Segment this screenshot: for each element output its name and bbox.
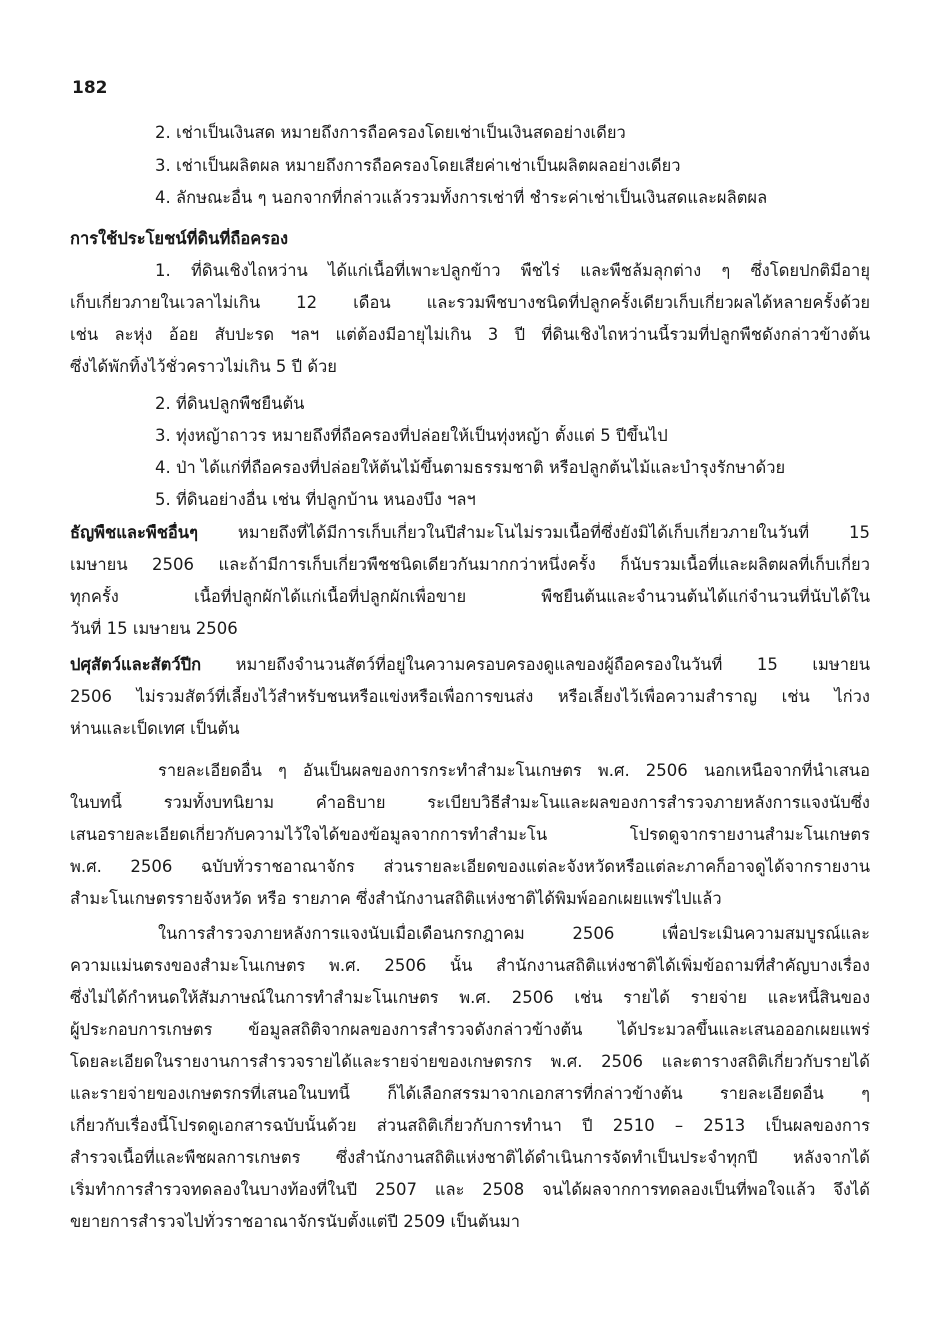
land-use-item-3: 3. ทุ่งหญ้าถาวร หมายถึงที่ถือครองที่ปล่อยให้เป็นทุ่งหญ้า ตั้งแต่ 5 ปีขึ้นไป	[155, 426, 668, 445]
crops-definition-line-1	[70, 522, 870, 544]
crops-definition-text: หมายถึงที่ได้มีการเก็บเกี่ยวในปีสำมะโนไม่รวมเนื้อที่ซึ่งยังมิได้เก็บเกี่ยวภายในวันที่ 15	[197, 523, 870, 542]
livestock-definition-text: หมายถึงจำนวนสัตว์ที่อยู่ในความครอบครองดูแลของผู้ถือครองในวันที่ 15 เมษายน	[201, 655, 870, 674]
land-use-item-5: 5. ที่ดินอย่างอื่น เช่น ที่ปลูกบ้าน หนองบึง ฯลฯ	[155, 490, 476, 509]
survey-paragraph-line-2: ความแม่นตรงของสำมะโนเกษตร พ.ศ. 2506 นั้น สำนักงานสถิติแห่งชาติได้เพิ่มข้อถามที่สำคัญบางเรื่อง	[70, 956, 870, 975]
livestock-definition-line-2: 2506 ไม่รวมสัตว์ที่เลี้ยงไว้สำหรับชนหรือแข่งหรือเพื่อการขนส่ง หรือเลี้ยงไว้เพื่อความสำราญ เช่น ไก่วง	[70, 687, 870, 706]
tenure-item-3: 3. เช่าเป็นผลิตผล หมายถึงการถือครองโดยเสียค่าเช่าเป็นผลิตผลอย่างเดียว	[155, 156, 681, 175]
survey-paragraph-line-4: ผู้ประกอบการเกษตร ข้อมูลสถิติจากผลของการสำรวจดังกล่าวข้างต้น ได้ประมวลขึ้นและเสนอออกเผยแพร่	[70, 1020, 870, 1039]
survey-paragraph-line-1: ในการสำรวจภายหลังการแจงนับเมื่อเดือนกรกฎาคม 2506 เพื่อประเมินความสมบูรณ์และ	[158, 924, 870, 943]
tenure-item-4: 4. ลักษณะอื่น ๆ นอกจากที่กล่าวแล้วรวมทั้งการเช่าที่ ชำระค่าเช่าเป็นเงินสดและผลิตผล	[155, 188, 768, 207]
details-paragraph-line-1: รายละเอียดอื่น ๆ อันเป็นผลของการกระทำสำมะโนเกษตร พ.ศ. 2506 นอกเหนือจากที่นำเสนอ	[158, 761, 870, 780]
livestock-definition-line-3: ห่านและเป็ดเทศ เป็นต้น	[70, 719, 240, 738]
tenure-item-2: 2. เช่าเป็นเงินสด หมายถึงการถือครองโดยเช่าเป็นเงินสดอย่างเดียว	[155, 123, 626, 142]
land-use-item-4: 4. ป่า ได้แก่ที่ถือครองที่ปล่อยให้ต้นไม้ขึ้นตามธรรมชาติ หรือปลูกต้นไม้และบำรุงรักษาด้วย	[155, 458, 786, 477]
details-paragraph-line-3: เสนอรายละเอียดเกี่ยวกับความไว้ใจได้ของข้อมูลจากการทำสำมะโน โปรดดูจากรายงานสำมะโนเกษตร	[70, 825, 870, 844]
survey-paragraph-line-9: เริ่มทำการสำรวจทดลองในบางท้องที่ในปี 2507 และ 2508 จนได้ผลจากการทดลองเป็นที่พอใจแล้ว จึงได้	[70, 1180, 870, 1199]
details-paragraph-line-4: พ.ศ. 2506 ฉบับทั่วราชอาณาจักร ส่วนรายละเอียดของแต่ละจังหวัดหรือแต่ละภาคก็อาจดูได้จากรายงาน	[70, 857, 870, 876]
land-use-item-1-line-1: 1. ที่ดินเชิงไถหว่าน ได้แก่เนื้อที่เพาะปลูกข้าว พืชไร่ และพืชล้มลุกต่าง ๆ ซึ่งโดยปกติมีอายุ	[155, 261, 870, 280]
crops-definition-line-2: เมษายน 2506 และถ้ามีการเก็บเกี่ยวพืชชนิดเดียวกันมากกว่าหนึ่งครั้ง ก็นับรวมเนื้อที่และผลิตผลที่เก็บเกี่ยว	[70, 555, 870, 574]
land-use-item-2: 2. ที่ดินปลูกพืชยืนต้น	[155, 394, 305, 413]
survey-paragraph-line-7: เกี่ยวกับเรื่องนี้โปรดดูเอกสารฉบับนั้นด้วย ส่วนสถิติเกี่ยวกับการทำนา ปี 2510 – 2513 เป็นผลของการ	[70, 1116, 870, 1135]
survey-paragraph-line-6: และรายจ่ายของเกษตรกรที่เสนอในบทนี้ ก็ได้เลือกสรรมาจากเอกสารที่กล่าวข้างต้น รายละเอียดอื่น ๆ	[70, 1084, 870, 1103]
crops-definition-line-4: วันที่ 15 เมษายน 2506	[70, 619, 238, 638]
land-use-item-1-line-3: เช่น ละหุ่ง อ้อย สับปะรด ฯลฯ แต่ต้องมีอายุไม่เกิน 3 ปี ที่ดินเชิงไถหว่านนี้รวมที่ปลูกพืชดังกล่าวข้างต้น	[70, 325, 870, 344]
page-number: 182	[72, 78, 108, 98]
livestock-definition-line-1	[70, 654, 870, 676]
land-use-item-1-line-4: ซึ่งได้พักทิ้งไว้ชั่วคราวไม่เกิน 5 ปี ด้วย	[70, 357, 337, 376]
crops-term: ธัญพืชและพืชอื่นๆ	[70, 523, 198, 542]
survey-paragraph-line-3: ซึ่งไม่ได้กำหนดให้สัมภาษณ์ในการทำสำมะโนเกษตร พ.ศ. 2506 เช่น รายได้ รายจ่าย และหนี้สินของ	[70, 988, 870, 1007]
crops-definition-line-3: ทุกครั้ง เนื้อที่ปลูกผักได้แก่เนื้อที่ปลูกผักเพื่อขาย พืชยืนต้นและจำนวนต้นได้แก่จำนวนที่นับได้ใน	[70, 587, 870, 606]
land-use-heading: การใช้ประโยชน์ที่ดินที่ถือครอง	[70, 229, 289, 248]
details-paragraph-line-2: ในบทนี้ รวมทั้งบทนิยาม คำอธิบาย ระเบียบวิธีสำมะโนและผลของการสำรวจภายหลังการแจงนับซึ่ง	[70, 793, 870, 812]
details-paragraph-line-5: สำมะโนเกษตรรายจังหวัด หรือ รายภาค ซึ่งสำนักงานสถิติแห่งชาติได้พิมพ์ออกเผยแพร่ไปแล้ว	[70, 889, 722, 908]
land-use-item-1-line-2: เก็บเกี่ยวภายในเวลาไม่เกิน 12 เดือน และรวมพืชบางชนิดที่ปลูกครั้งเดียวเก็บเกี่ยวผลได้หลายครั้งด้วย	[70, 293, 870, 312]
livestock-term: ปศุสัตว์และสัตว์ปีก	[70, 655, 202, 674]
survey-paragraph-line-8: สำรวจเนื้อที่และพืชผลการเกษตร ซึ่งสำนักงานสถิติแห่งชาติได้ดำเนินการจัดทำเป็นประจำทุกปี หลังจากได้	[70, 1148, 870, 1167]
survey-paragraph-line-5: โดยละเอียดในรายงานการสำรวจรายได้และรายจ่ายของเกษตรกร พ.ศ. 2506 และตารางสถิติเกี่ยวกับรายได้	[70, 1052, 870, 1071]
survey-paragraph-line-10: ขยายการสำรวจไปทั่วราชอาณาจักรนับตั้งแต่ปี 2509 เป็นต้นมา	[70, 1212, 520, 1231]
